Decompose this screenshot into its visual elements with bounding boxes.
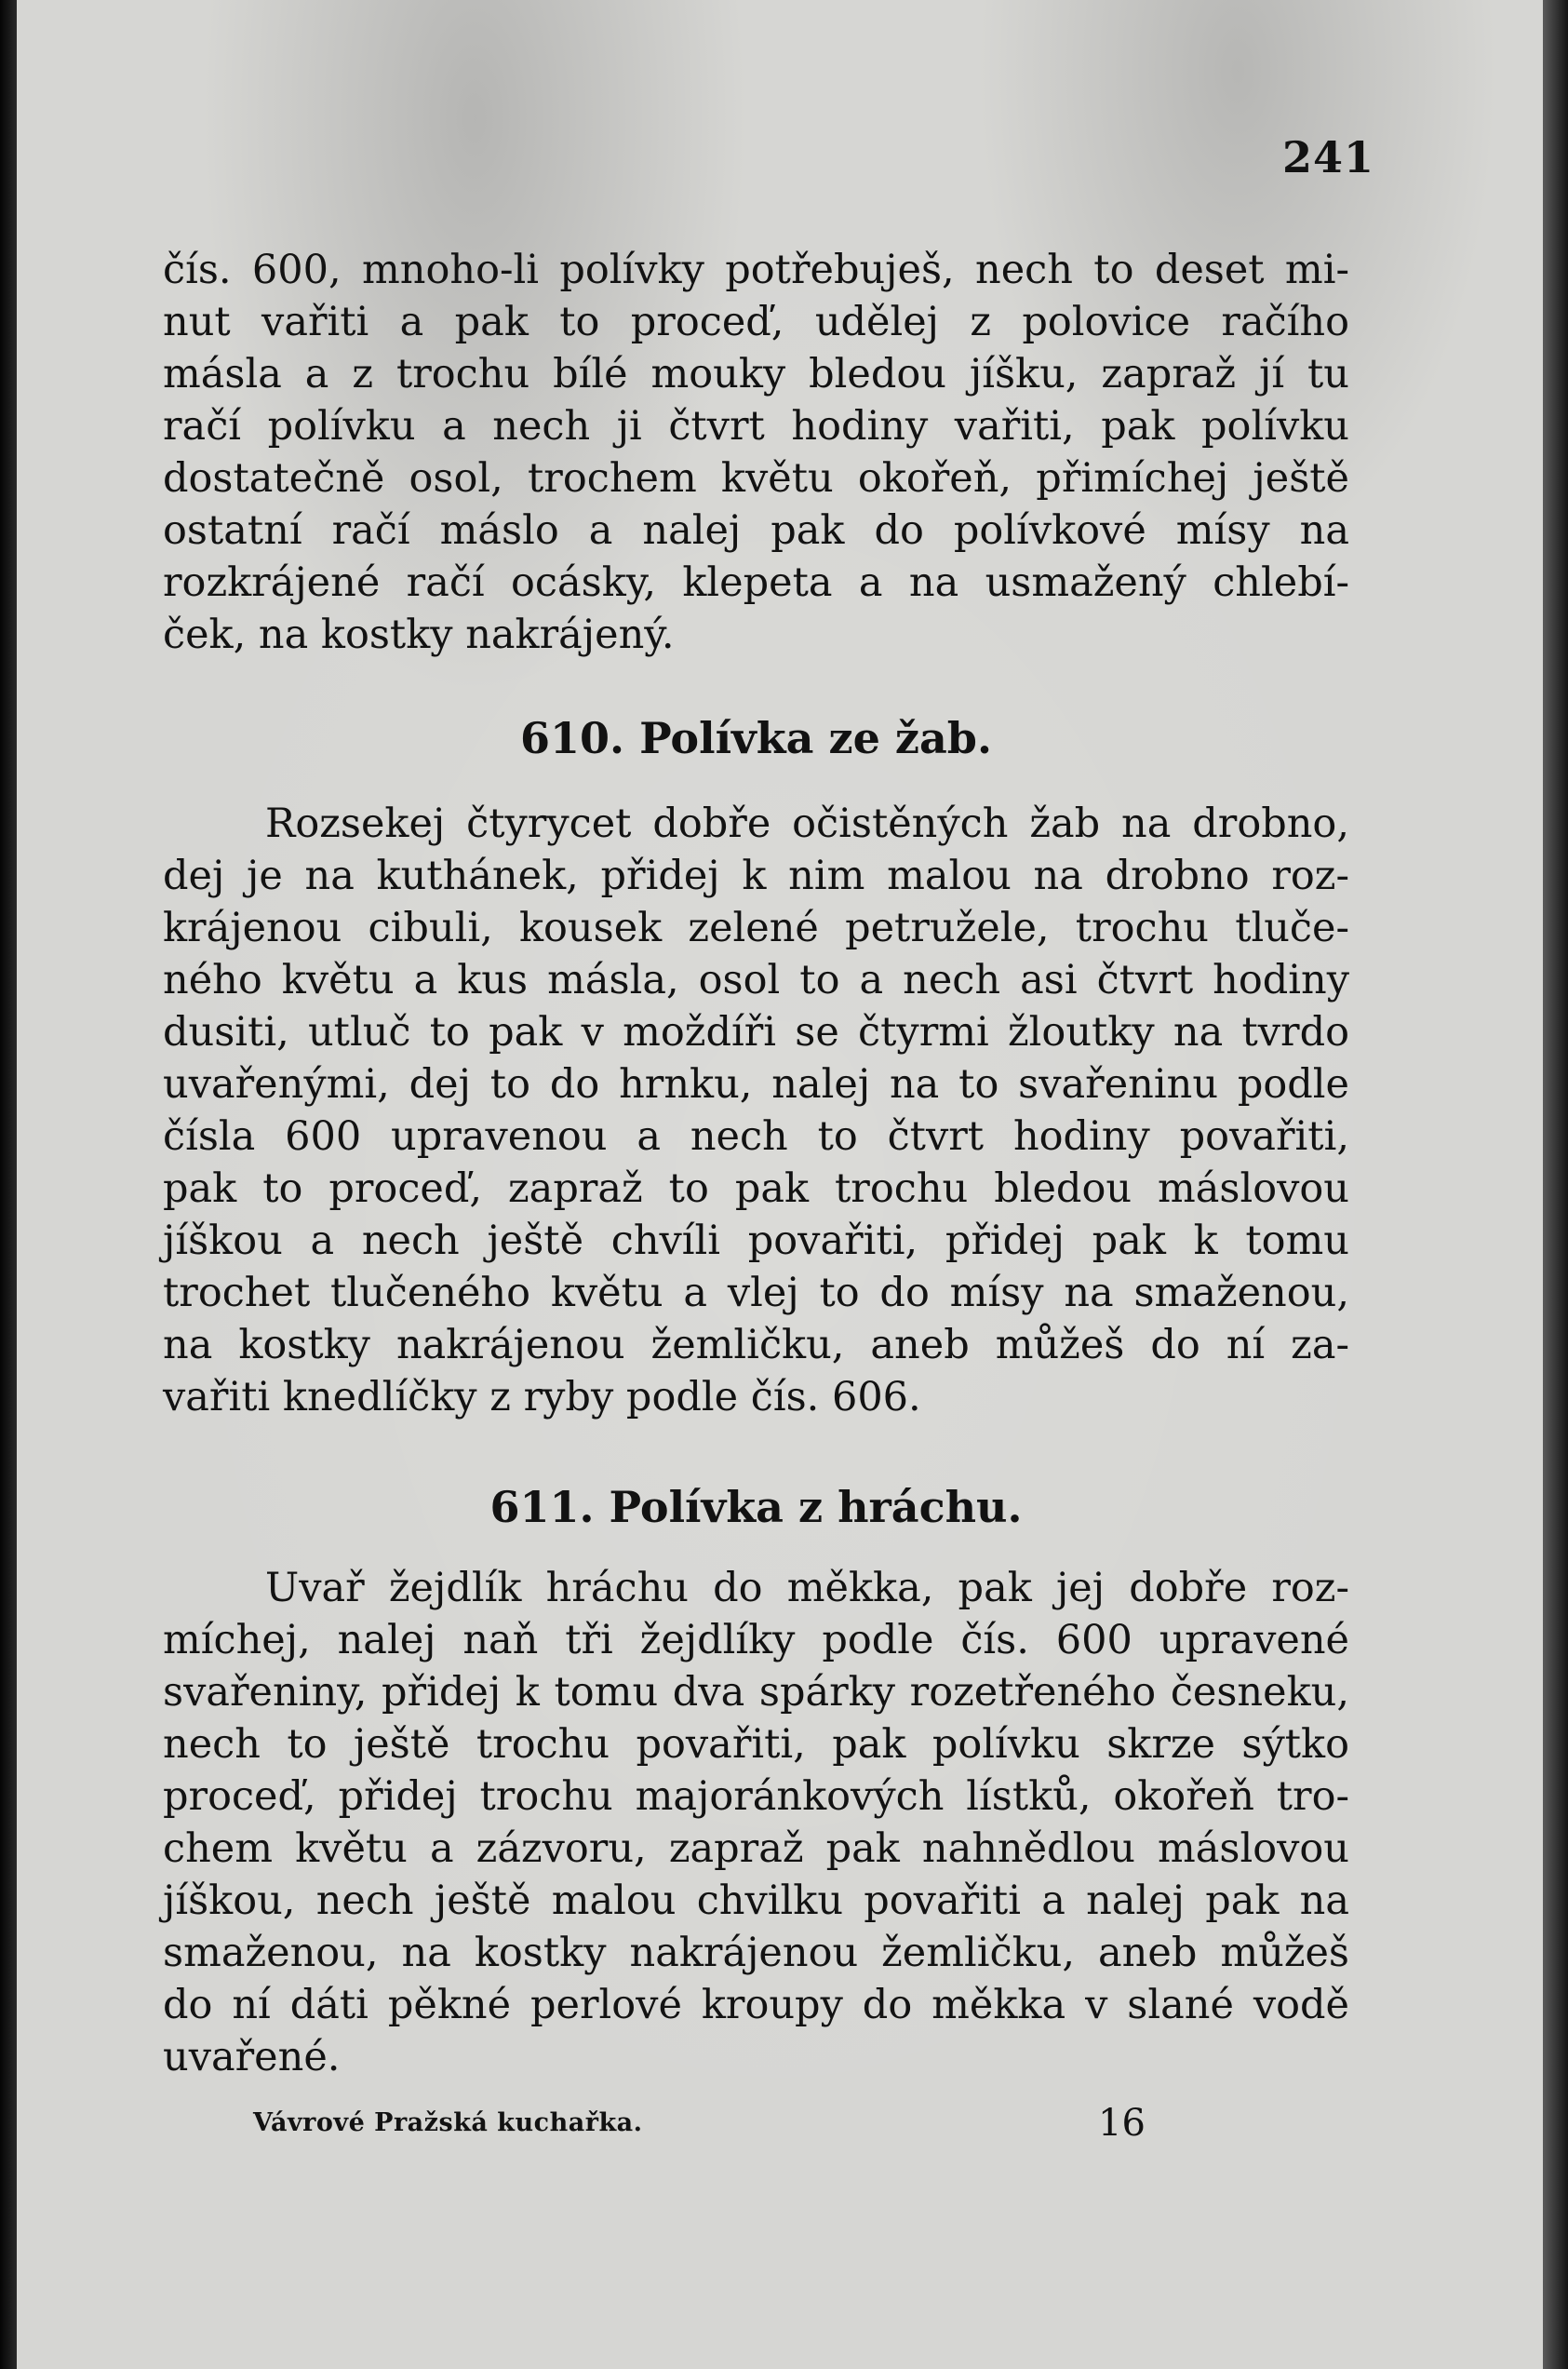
text-line: svařeniny, přidej k tomu dva spárky rozetřeného česneku, <box>163 1669 1349 1716</box>
recipe-611-paragraph <box>163 1562 1349 2083</box>
text-line: chem květu a zázvoru, zapraž pak nahnědlou máslovou <box>163 1825 1349 1872</box>
text-line: jíškou, nech ještě malou chvilku povařiti a nalej pak na <box>163 1878 1349 1924</box>
text-line: uvařené. <box>163 2034 341 2080</box>
text-line: čísla 600 upravenou a nech to čtvrt hodiny povařiti, <box>163 1113 1349 1160</box>
right-page-edge <box>1543 0 1568 2369</box>
text-line: proceď, přidej trochu majoránkových lístků, okořeň tro- <box>163 1773 1349 1820</box>
text-line: krájenou cibuli, kousek zelené petružele, trochu tluče- <box>163 905 1349 951</box>
text-line: ček, na kostky nakrájený. <box>163 612 675 658</box>
text-line: Rozsekej čtyrycet dobře očistěných žab na drobno, <box>265 801 1349 847</box>
text-line: míchej, nalej naň tři žejdlíky podle čís. 600 upravené <box>163 1617 1349 1663</box>
text-line: másla a z trochu bílé mouky bledou jíšku, zapraž jí tu <box>163 351 1349 397</box>
intro-paragraph <box>163 244 1349 661</box>
text-line: dusiti, utluč to pak v moždíři se čtyrmi žloutky na tvrdo <box>163 1009 1349 1056</box>
text-line: na kostky nakrájenou žemličku, aneb můžeš do ní za- <box>163 1322 1349 1368</box>
footer-book-title: Vávrové Pražská kuchařka. <box>253 2108 643 2137</box>
text-line: smaženou, na kostky nakrájenou žemličku, aneb můžeš <box>163 1930 1349 1976</box>
text-line: Uvař žejdlík hráchu do měkka, pak jej dobře roz- <box>265 1565 1349 1611</box>
text-line: račí polívku a nech ji čtvrt hodiny vařiti, pak polívku <box>163 403 1349 450</box>
text-line: ného květu a kus másla, osol to a nech asi čtvrt hodiny <box>163 957 1349 1003</box>
text-line: vařiti knedlíčky z ryby podle čís. 606. <box>163 1374 921 1420</box>
text-line: uvařenými, dej to do hrnku, nalej na to svařeninu podle <box>163 1061 1349 1108</box>
page-number: 241 <box>1282 132 1375 182</box>
text-line: nut vařiti a pak to proceď, udělej z polovice račího <box>163 299 1349 345</box>
text-line: do ní dáti pěkné perlové kroupy do měkka v slané vodě <box>163 1982 1349 2028</box>
text-line: nech to ještě trochu povařiti, pak polívku skrze sýtko <box>163 1721 1349 1768</box>
text-line: ostatní račí máslo a nalej pak do polívkové mísy na <box>163 507 1349 554</box>
recipe-610-paragraph <box>163 798 1349 1423</box>
text-line: trochet tlučeného květu a vlej to do mísy na smaženou, <box>163 1270 1349 1316</box>
text-line: čís. 600, mnoho-li polívky potřebuješ, nech to deset mi- <box>163 247 1349 293</box>
left-page-edge <box>0 0 17 2369</box>
recipe-611-heading: 611. Polívka z hráchu. <box>489 1482 1023 1532</box>
recipe-610-heading: 610. Polívka ze žab. <box>520 713 992 763</box>
text-line: dostatečně osol, trochem květu okořeň, přimíchej ještě <box>163 455 1349 502</box>
text-line: pak to proceď, zapraž to pak trochu bledou máslovou <box>163 1165 1349 1212</box>
footer-signature-mark: 16 <box>1098 2102 1146 2145</box>
text-line: rozkrájené račí ocásky, klepeta a na usmažený chlebí- <box>163 559 1349 606</box>
text-line: jíškou a nech ještě chvíli povařiti, přidej pak k tomu <box>163 1218 1349 1264</box>
text-line: dej je na kuthánek, přidej k nim malou na drobno roz- <box>163 853 1349 899</box>
